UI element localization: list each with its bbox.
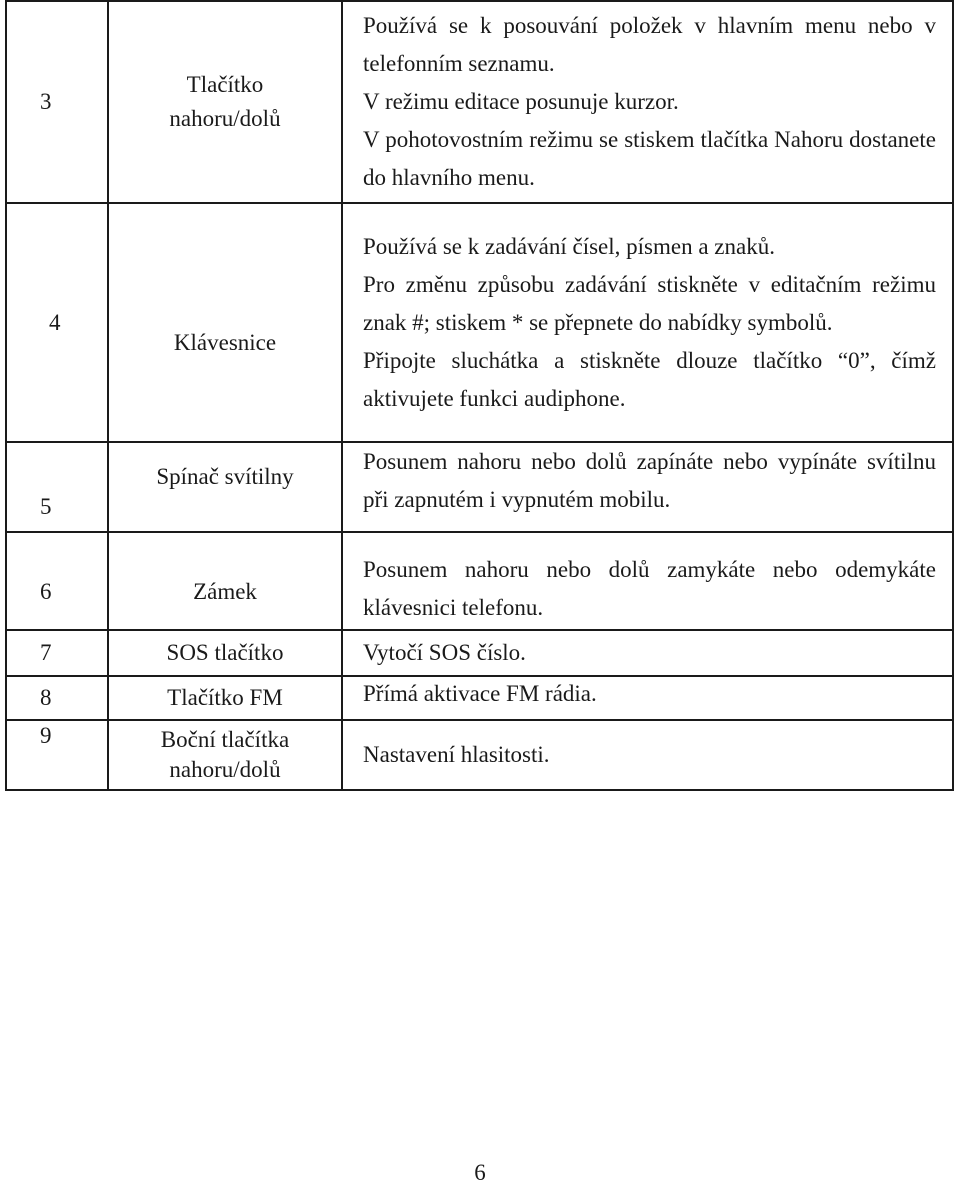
component-name: SOS tlačítko (108, 630, 342, 676)
component-description (342, 1, 953, 203)
component-name: Klávesnice (108, 203, 342, 442)
table-row (6, 630, 953, 676)
table-row (6, 532, 953, 630)
component-description (342, 442, 953, 532)
table-row (6, 1, 953, 203)
table-row (6, 203, 953, 442)
page-number: 6 (474, 1160, 486, 1185)
row-number: 7 (6, 630, 108, 676)
component-description (342, 720, 953, 790)
component-name: Spínač svítilny (108, 442, 342, 532)
row-number: 9 (6, 720, 108, 790)
component-name: Boční tlačítka nahoru/dolů (108, 720, 342, 790)
table-row (6, 720, 953, 790)
row-number: 4 (6, 203, 108, 442)
table-row (6, 676, 953, 720)
specification-table (5, 0, 954, 791)
component-name: Tlačítko FM (108, 676, 342, 720)
component-name: Zámek (108, 532, 342, 630)
row-number: 3 (6, 1, 108, 203)
description-paragraph: V pohotovostním režimu se stiskem tlačítka Nahoru dostanete do hlavního menu. (363, 127, 936, 190)
description-paragraph: Posunem nahoru nebo dolů zamykáte nebo odemykáte klávesnici telefonu. (363, 557, 936, 620)
description-paragraph: Přímá aktivace FM rádia. (363, 681, 597, 706)
description-paragraph: Vytočí SOS číslo. (363, 640, 526, 665)
component-description (342, 630, 953, 676)
description-paragraph: Posunem nahoru nebo dolů zapínáte nebo vypínáte svítilnu při zapnutém i vypnutém mobilu. (363, 449, 936, 512)
component-name: Tlačítko nahoru/dolů (108, 1, 342, 203)
component-description (342, 532, 953, 630)
row-number: 6 (6, 532, 108, 630)
description-paragraph: Nastavení hlasitosti. (363, 742, 550, 767)
description-paragraph: Pro změnu způsobu zadávání stiskněte v editačním režimu znak #; stiskem * se přepnete do nabídky symbolů. (363, 271, 936, 335)
description-paragraph: Používá se k posouvání položek v hlavním menu nebo v telefonním seznamu. (363, 13, 936, 76)
component-description (342, 676, 953, 720)
row-number: 8 (6, 676, 108, 720)
description-paragraph: Používá se k zadávání čísel, písmen a znaků. (363, 233, 775, 259)
table-row (6, 442, 953, 532)
row-number: 5 (6, 442, 108, 532)
description-paragraph: V režimu editace posunuje kurzor. (363, 89, 679, 114)
description-paragraph: Připojte sluchátka a stiskněte dlouze tlačítko “0”, čímž aktivujete funkci audiphone. (363, 347, 936, 411)
component-description (342, 203, 953, 442)
